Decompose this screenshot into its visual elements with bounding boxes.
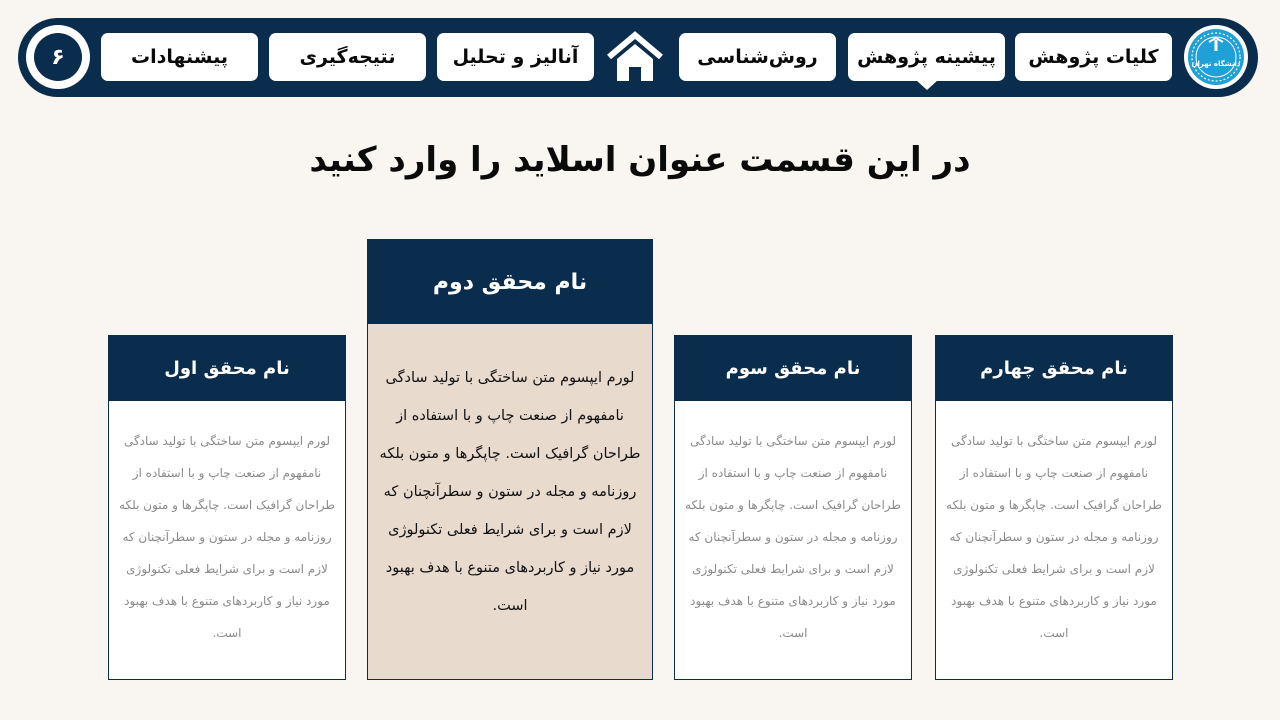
nav-item-label: کلیات پژوهش — [1028, 46, 1159, 68]
page-number: ۶ — [34, 33, 82, 81]
nav-item-label: روش‌شناسی — [697, 46, 818, 68]
researcher-card-text: لورم ایپسوم متن ساختگی با تولید سادگی نامفهوم از صنعت چاپ و با استفاده از طراحان گرافیک است. چاپگرها و متون بلکه روزنامه و مجله در ستون و سطرآنچنان که لازم است و برای شرایط فعلی تکنولوژی مورد نیاز و کاربردهای متنوع با هدف بهبود است. — [379, 370, 641, 614]
researcher-card-title: نام محقق چهارم — [936, 336, 1172, 401]
researcher-card-third — [674, 335, 912, 680]
researcher-card-title: نام محقق سوم — [675, 336, 911, 401]
nav-item-conclusion[interactable] — [269, 33, 426, 81]
home-button[interactable] — [605, 29, 665, 87]
nav-item-label: پیشنهادات — [131, 46, 229, 68]
home-icon — [605, 29, 665, 87]
nav-item-suggestions[interactable] — [101, 33, 258, 81]
researcher-card-first — [108, 335, 346, 680]
nav-item-analysis[interactable] — [437, 33, 594, 81]
researcher-card-fourth — [935, 335, 1173, 680]
researcher-card-second — [367, 239, 653, 680]
top-navigation-bar — [18, 18, 1258, 97]
nav-item-label: پیشینه پژوهش — [857, 46, 996, 68]
university-logo-icon — [1187, 28, 1245, 86]
page-number-badge — [26, 25, 90, 89]
researcher-card-text: لورم ایپسوم متن ساختگی با تولید سادگی نامفهوم از صنعت چاپ و با استفاده از طراحان گرافیک است. چاپگرها و متون بلکه روزنامه و مجله در ستون و سطرآنچنان که لازم است و برای شرایط فعلی تکنولوژی مورد نیاز و کاربردهای متنوع با هدف بهبود است. — [685, 434, 901, 640]
nav-item-research-background[interactable] — [848, 33, 1005, 81]
researcher-card-title: نام محقق اول — [109, 336, 345, 401]
researcher-card-text: لورم ایپسوم متن ساختگی با تولید سادگی نامفهوم از صنعت چاپ و با استفاده از طراحان گرافیک است. چاپگرها و متون بلکه روزنامه و مجله در ستون و سطرآنچنان که لازم است و برای شرایط فعلی تکنولوژی مورد نیاز و کاربردهای متنوع با هدف بهبود است. — [946, 434, 1162, 640]
slide-title: در این قسمت عنوان اسلاید را وارد کنید — [309, 140, 971, 180]
logo-text: دانشگاه تهران — [1191, 60, 1241, 68]
university-logo[interactable] — [1184, 25, 1248, 89]
nav-item-research-overview[interactable] — [1015, 33, 1172, 81]
researcher-card-text: لورم ایپسوم متن ساختگی با تولید سادگی نامفهوم از صنعت چاپ و با استفاده از طراحان گرافیک است. چاپگرها و متون بلکه روزنامه و مجله در ستون و سطرآنچنان که لازم است و برای شرایط فعلی تکنولوژی مورد نیاز و کاربردهای متنوع با هدف بهبود است. — [119, 434, 335, 640]
nav-item-label: آنالیز و تحلیل — [452, 46, 579, 68]
nav-item-label: نتیجه‌گیری — [299, 46, 396, 68]
nav-item-methodology[interactable] — [679, 33, 836, 81]
researcher-card-title: نام محقق دوم — [368, 240, 652, 324]
